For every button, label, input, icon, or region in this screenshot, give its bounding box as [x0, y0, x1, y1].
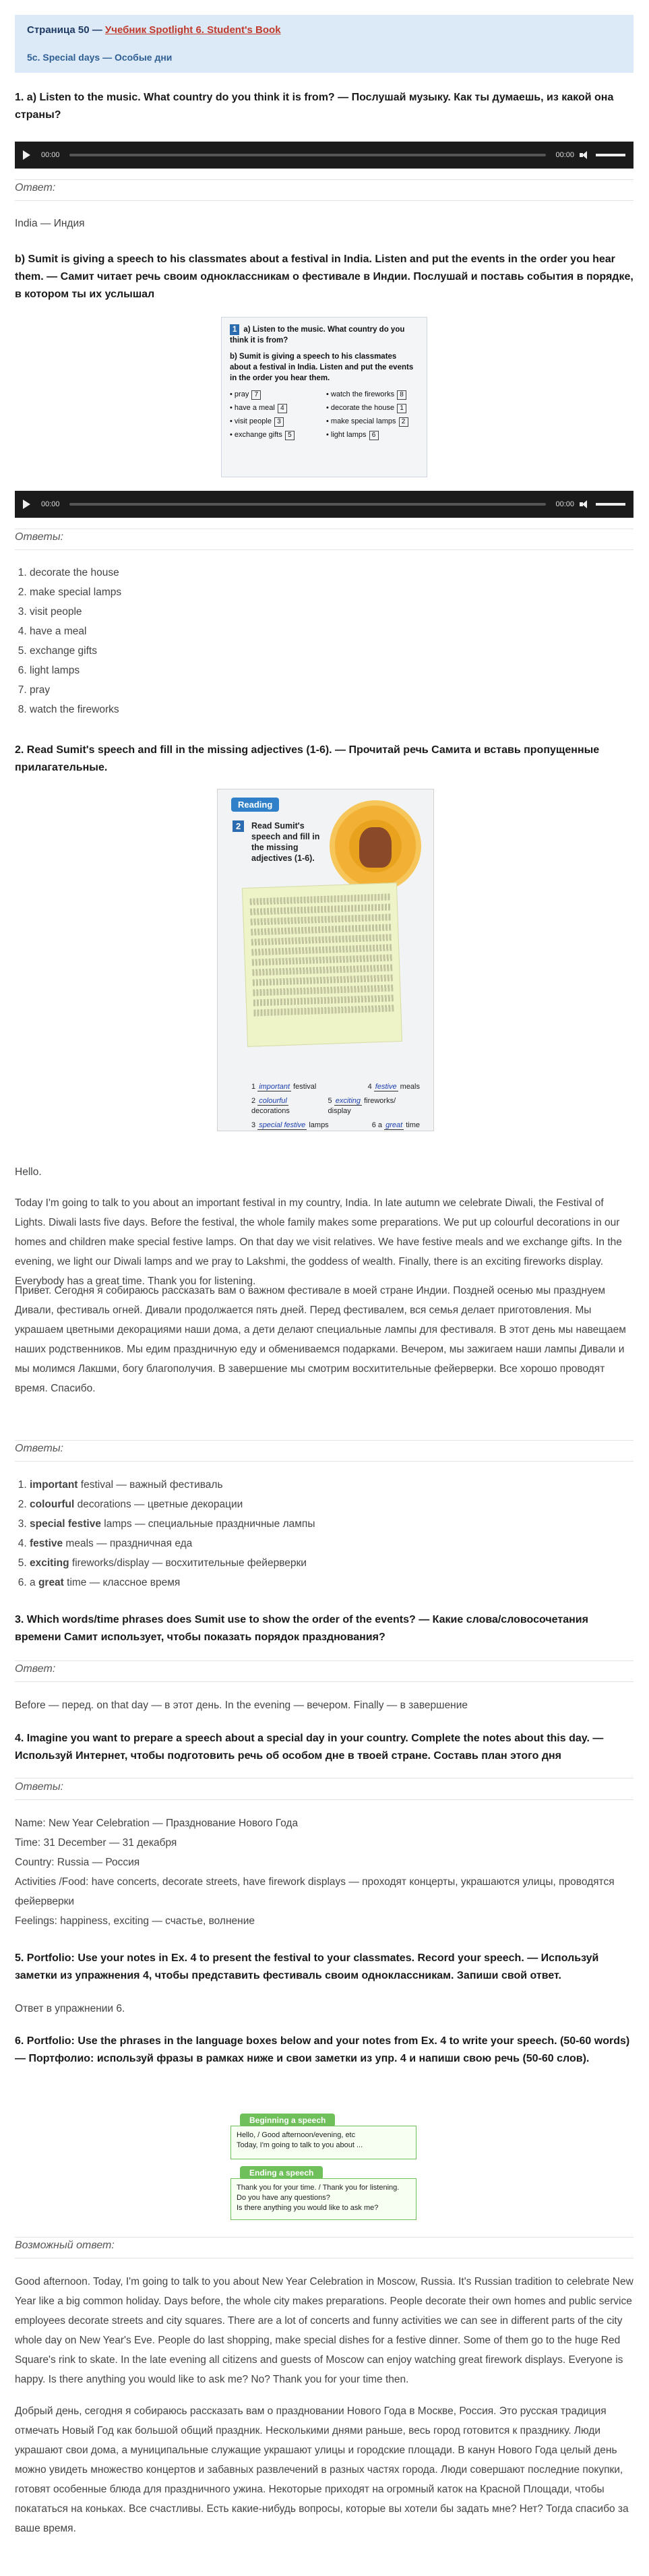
- list-item: • decorate the house 1: [326, 402, 419, 413]
- question-5: 5. Portfolio: Use your notes in Ex. 4 to present the festival to your classmates. Record your speech. — Используй заметки из упражнения 4, чтобы представить фестиваль своим одноклассникам. Запиши свой ответ.: [15, 1952, 599, 1981]
- notes-time: Time: 31 December — 31 декабря: [15, 1837, 177, 1849]
- list-item: 1. decorate the house: [30, 563, 121, 582]
- answer-label: Ответ:: [15, 1663, 56, 1675]
- notes-name: Name: New Year Celebration — Празднование Нового Года: [15, 1818, 299, 1829]
- play-icon[interactable]: [23, 500, 30, 509]
- event-options: [230, 389, 419, 440]
- answer-text: India — Индия: [15, 218, 85, 229]
- list-item: 4. have a meal: [30, 622, 121, 641]
- speech-answer-ru: Добрый день, сегодня я собираюсь рассказать вам о праздновании Нового Года в Москве, Россия. Это русская традиция отмечать Новый Год как большой общий праздник. Несколькими днями раньше, весь город готовится к празднику. Люди украшают свои дома, а муниципальные служащие украшают улицы и городские площади. В канун Нового Года целый день можно увидеть множество концертов и забавных развлечений в разных частях города. Люди совершают последние покупки, готовят особенные блюда для праздничного ужина. Некоторые приходят на огромный каток на Красной Площади, чтобы покататься на коньках. Все счастливы. Есть какие-нибудь вопросы, которые вы хотели бы задать мне? Нет? Тогда спасибо за ваше время.: [15, 2405, 629, 2534]
- list-item: 6 a great time: [371, 1121, 420, 1129]
- filled-adjectives: [251, 1082, 420, 1135]
- answer-text: Before — перед. on that day — в этот день. In the evening — вечером. Finally — в завершение: [15, 1700, 468, 1711]
- list-item: • pray 7: [230, 389, 322, 400]
- current-time: 00:00: [41, 500, 60, 508]
- answers-label: Ответы:: [15, 1443, 64, 1454]
- list-item: 4 festive meals: [367, 1083, 420, 1091]
- divider: [15, 200, 633, 201]
- textbook-link[interactable]: Учебник Spotlight 6. Student's Book: [104, 24, 281, 36]
- possible-answer-label: Возможный ответ:: [15, 2240, 115, 2251]
- phrase: Do you have any questions?: [237, 2194, 330, 2202]
- list-item: 3 special festive lamps: [251, 1121, 329, 1129]
- list-item: • visit people 3: [230, 416, 322, 427]
- phrase: Thank you for your time. / Thank you for listening.: [237, 2184, 400, 2192]
- notes-country: Country: Russia — Россия: [15, 1857, 140, 1868]
- answers-label: Ответы:: [15, 1781, 64, 1793]
- question-3: 3. Which words/time phrases does Sumit use to show the order of the events? — Какие слова/словосочетания времени Самит использует, чтобы показать порядок празднования?: [15, 1614, 588, 1643]
- list-item: 2. colourful decorations — цветные декорации: [30, 1495, 315, 1514]
- list-item: 3. special festive lamps — специальные праздничные лампы: [30, 1514, 315, 1534]
- phrase: Hello, / Good afternoon/evening, etc: [237, 2131, 356, 2139]
- volume-slider[interactable]: [596, 503, 625, 506]
- list-item: • light lamps 6: [326, 429, 419, 440]
- list-item: 1 important festival: [251, 1083, 317, 1091]
- duration-time: 00:00: [555, 500, 574, 508]
- question-2: 2. Read Sumit's speech and fill in the missing adjectives (1-6). — Прочитай речь Самита и вставь пропущенные прилагательные.: [15, 744, 600, 773]
- question-4: 4. Imagine you want to prepare a speech about a special day in your country. Complete the notes about this day. — Используй Интернет, чтобы подготовить речь об особом дне в твоей стране. Составь план этого дня: [15, 1733, 604, 1762]
- divider: [15, 1660, 633, 1661]
- question-1b: b) Sumit is giving a speech to his classmates about a festival in India. Listen and put the events in the order you hear them. — Самит читает речь своим одноклассникам о фестивале в Индии. Послушай и поставь события в порядке, в котором ты их услышал: [15, 253, 633, 300]
- current-time: 00:00: [41, 151, 60, 159]
- exercise-number: 1: [230, 324, 239, 335]
- duration-time: 00:00: [555, 151, 574, 159]
- language-boxes: [230, 2114, 416, 2221]
- divider: [15, 2237, 633, 2238]
- list-item: 3. visit people: [30, 602, 121, 622]
- progress-rail[interactable]: [69, 503, 547, 506]
- list-item: 4. festive meals — праздничная еда: [30, 1534, 315, 1553]
- answers-list: [15, 1475, 315, 1592]
- beginning-title: Beginning a speech: [240, 2114, 335, 2127]
- ending-box: [230, 2178, 416, 2220]
- textbook-excerpt-2: [217, 789, 434, 1131]
- list-item: 7. pray: [30, 680, 121, 700]
- textbook-excerpt-1: [221, 317, 427, 477]
- list-item: • exchange gifts 5: [230, 429, 322, 440]
- speech-note: [242, 882, 402, 1047]
- volume-icon[interactable]: [580, 500, 589, 508]
- page-number: Страница 50 —: [27, 24, 105, 36]
- divider: [15, 1461, 633, 1462]
- list-item: 2. make special lamps: [30, 582, 121, 602]
- list-item: 1. important festival — важный фестиваль: [30, 1475, 315, 1495]
- answer-text: Ответ в упражнении 6.: [15, 2003, 125, 2014]
- ending-title: Ending a speech: [240, 2166, 323, 2180]
- section-title: 5c. Special days — Особые дни: [27, 52, 173, 63]
- speech-greeting: Hello.: [15, 1166, 42, 1178]
- question-6: 6. Portfolio: Use the phrases in the language boxes below and your notes from Ex. 4 to write your speech. (50-60 words) — Портфолио: используй фразы в рамках ниже и свои заметки из упр. 4 и напиши свою речь (50-60 слов).: [15, 2035, 630, 2064]
- speech-answer-en: Good afternoon. Today, I'm going to talk to you about New Year Celebration in Moscow, Russia. It's Russian tradition to celebrate New Year like a big common holiday. Days before, the whole city makes preparations. People decorate their own homes and public service employees decorate streets and city squares. There are a lot of concerts and funny activities we can see in different parts of the city whole day on New Year's Eve. People do last shopping, make special dishes for a festive dinner. Some of them go to the huge Red Square's rink to skate. In the late evening all citizens and guests of Moscow can enjoy watching great firework displays. Everyone is happy. Is there anything you would like to ask me? No? Thank you for your time then.: [15, 2276, 633, 2385]
- exercise-part-a: a) Listen to the music. What country do you think it is from?: [230, 326, 405, 345]
- answers-list: [15, 563, 121, 719]
- diwali-photo: [330, 800, 421, 892]
- volume-slider[interactable]: [596, 154, 625, 156]
- list-item: 2 colourful decorations: [251, 1097, 290, 1115]
- answers-label: Ответы:: [15, 531, 64, 543]
- question-1a: 1. a) Listen to the music. What country do you think it is from? — Послушай музыку. Как ты думаешь, из какой она страны?: [15, 92, 614, 121]
- exercise-number: 2: [233, 820, 244, 832]
- phrase: Today, I'm going to talk to you about ...: [237, 2141, 363, 2149]
- notes-activities: Activities /Food: have concerts, decorate streets, have firework displays — проходят концерты, украшаются улицы, проводятся фейерверки: [15, 1876, 615, 1907]
- list-item: 5. exchange gifts: [30, 641, 121, 661]
- speech-text-ru: Привет. Сегодня я собираюсь рассказать вам о важном фестивале в моей стране Индии. Поздней осенью мы празднуем Дивали, фестиваль огней. Дивали продолжается пять дней. Перед фестивалем, вся семья делает приготовления. Мы украшаем цветными декорациями наши дома, а дети делают специальные лампы для фестиваля. В этот день мы навещаем наших родственников. Мы едим праздничную еду и обмениваемся подарками. Вечером, мы зажигаем наши лампы Дивали и мы молимся Лакшми, богу благополучия. В завершение мы смотрим восхитительные фейерверки. Все хорошо проводят время. Спасибо.: [15, 1285, 626, 1394]
- divider: [15, 1681, 633, 1682]
- beginning-box: [230, 2126, 416, 2159]
- divider: [15, 549, 633, 550]
- divider: [15, 179, 633, 180]
- answer-label: Ответ:: [15, 182, 56, 193]
- volume-icon[interactable]: [580, 151, 589, 159]
- divider: [15, 1440, 633, 1441]
- list-item: 6. a great time — классное время: [30, 1573, 315, 1592]
- phrase: Is there anything you would like to ask me?: [237, 2204, 379, 2212]
- page-header: [15, 15, 633, 73]
- divider: [15, 1799, 633, 1800]
- speech-text-en: Today I'm going to talk to you about an important festival in my country, India. In late autumn we celebrate Diwali, the Festival of Lights. Diwali lasts five days. Before the festival, the whole family makes some preparations. We put up colourful decorations in our homes and children make special festive lamps. On that day we visit relatives. We have festive meals and we exchange gifts. In the evening, we light our Diwali lamps and we pray to Lakshmi, the goddess of wealth. Finally, there is an exciting fireworks display. Everybody has a great time. Thank you for listening.: [15, 1197, 622, 1287]
- reading-badge: Reading: [231, 798, 279, 812]
- list-item: 5 exciting fireworks/ display: [328, 1097, 396, 1115]
- play-icon[interactable]: [23, 150, 30, 160]
- notes-feelings: Feelings: happiness, exciting — счастье, волнение: [15, 1915, 255, 1927]
- audio-player-1[interactable]: [15, 142, 633, 169]
- exercise-task: Read Sumit's speech and fill in the missing adjectives (1-6).: [251, 821, 320, 863]
- list-item: 6. light lamps: [30, 661, 121, 680]
- list-item: • watch the fireworks 8: [326, 389, 419, 400]
- list-item: • make special lamps 2: [326, 416, 419, 427]
- exercise-part-b: b) Sumit is giving a speech to his classmates about a festival in India. Listen and put the events in the order you hear them.: [230, 353, 414, 382]
- progress-rail[interactable]: [69, 154, 547, 156]
- breadcrumb: [27, 24, 621, 36]
- list-item: • have a meal 4: [230, 402, 322, 413]
- list-item: 8. watch the fireworks: [30, 700, 121, 719]
- list-item: 5. exciting fireworks/display — восхитительные фейерверки: [30, 1553, 315, 1573]
- audio-player-2[interactable]: [15, 491, 633, 518]
